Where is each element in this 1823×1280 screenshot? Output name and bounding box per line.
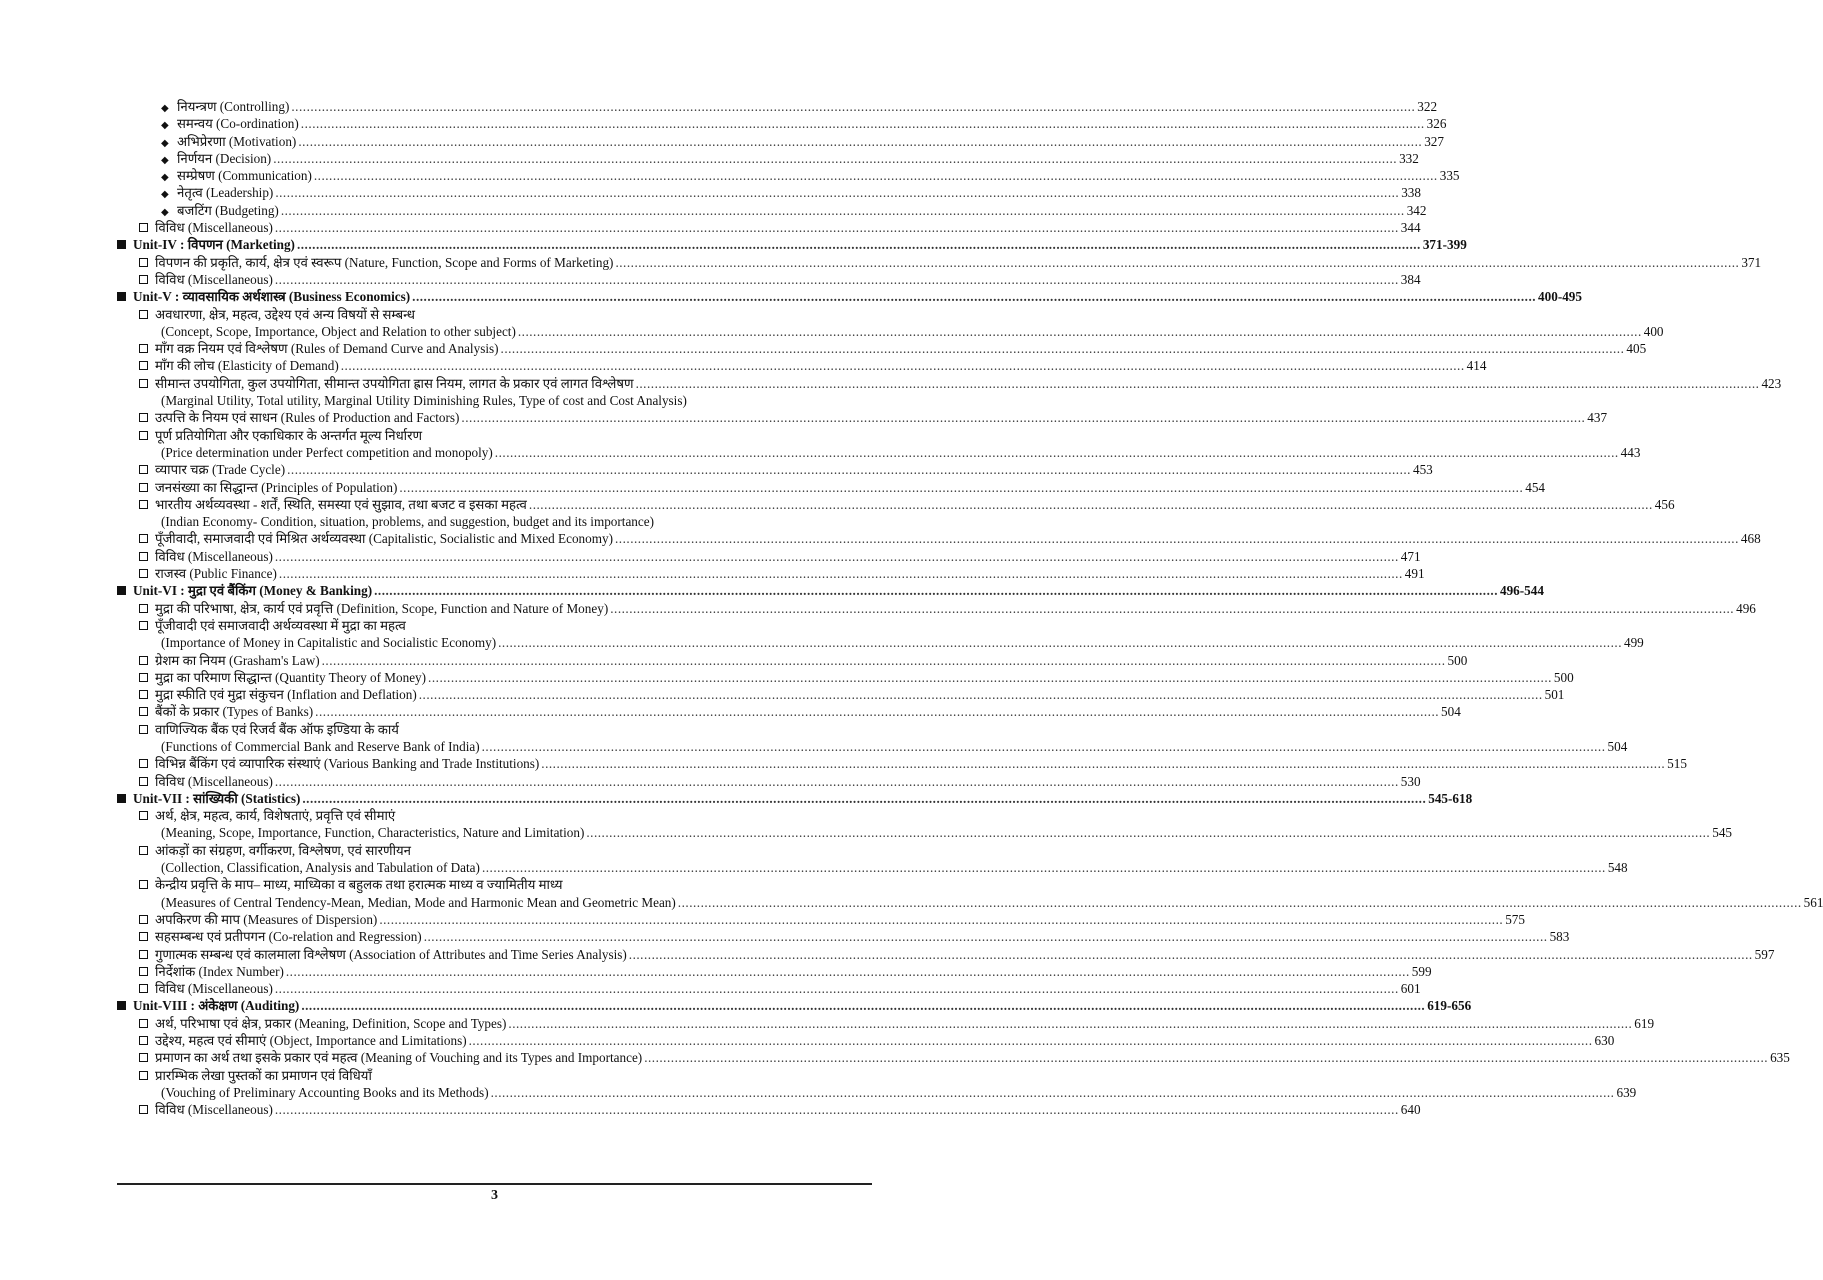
toc-entry bbox=[117, 496, 1675, 513]
toc-page-number: 619-656 bbox=[1427, 998, 1472, 1014]
filled-square-bullet-icon bbox=[117, 586, 126, 595]
toc-entry-title: सीमान्त उपयोगिता, कुल उपयोगिता, सीमान्त उपयोगिता ह्रास नियम, लागत के प्रकार एवं लागत विश्लेषण bbox=[155, 375, 634, 391]
dot-leader bbox=[287, 461, 1411, 478]
dot-leader bbox=[341, 357, 1465, 374]
toc-entry-title: प्रमाणन का अर्थ तथा इसके प्रकार एवं महत्व (Meaning of Vouching and its Types and Importance) bbox=[155, 1050, 643, 1066]
toc-entry bbox=[117, 1067, 872, 1084]
toc-entry-title: विविध (Miscellaneous) bbox=[155, 773, 273, 789]
toc-entry-title: मुद्रा का परिमाण सिद्धान्त (Quantity Theory of Money) bbox=[155, 669, 427, 685]
toc-entry-title: माँग वक्र नियम एवं विश्लेषण (Rules of Demand Curve and Analysis) bbox=[155, 341, 499, 357]
dot-leader bbox=[379, 911, 1503, 928]
toc-unit-heading bbox=[117, 288, 1582, 305]
toc-page-number: 338 bbox=[1401, 185, 1421, 201]
open-square-bullet-icon bbox=[139, 534, 148, 543]
open-square-bullet-icon bbox=[139, 621, 148, 630]
diamond-bullet-icon: ◆ bbox=[161, 154, 169, 166]
dot-leader bbox=[273, 150, 1397, 167]
dot-leader bbox=[501, 340, 1625, 357]
open-square-bullet-icon bbox=[139, 344, 148, 353]
toc-page-number: 504 bbox=[1607, 738, 1628, 754]
toc-entry-title: गुणात्मक सम्बन्ध एवं कालमाला विश्लेषण (Association of Attributes and Time Series Analysis) bbox=[155, 946, 627, 962]
dot-leader bbox=[301, 997, 1425, 1014]
toc-entry bbox=[117, 565, 1425, 582]
toc-page-number: 640 bbox=[1400, 1102, 1421, 1118]
dot-leader bbox=[491, 1084, 1615, 1101]
toc-entry bbox=[117, 306, 872, 323]
dot-leader bbox=[469, 1032, 1593, 1049]
toc-unit-heading bbox=[117, 582, 1544, 599]
diamond-bullet-icon: ◆ bbox=[161, 189, 169, 201]
toc-entry bbox=[117, 755, 1687, 772]
toc-entry-title: विविध (Miscellaneous) bbox=[155, 981, 273, 997]
toc-entry bbox=[117, 773, 1421, 790]
toc-entry bbox=[117, 721, 872, 738]
dot-leader bbox=[314, 167, 1438, 184]
toc-entry bbox=[117, 634, 1644, 651]
dot-leader bbox=[508, 1015, 1632, 1032]
dot-leader bbox=[275, 980, 1399, 997]
open-square-bullet-icon bbox=[139, 1019, 148, 1028]
toc-entry-title: (Functions of Commercial Bank and Reserve Bank of India) bbox=[161, 738, 480, 754]
toc-page-number: 599 bbox=[1411, 963, 1432, 979]
toc-entry-title: विविध (Miscellaneous) bbox=[155, 1102, 273, 1118]
filled-square-bullet-icon bbox=[117, 240, 126, 249]
toc-page-number: 545-618 bbox=[1428, 790, 1473, 806]
toc-entry-title: आंकड़ों का संग्रहण, वर्गीकरण, विश्लेषण, एवं सारणीयन bbox=[155, 842, 411, 858]
toc-page-number: 545 bbox=[1712, 825, 1732, 841]
toc-page-number: 504 bbox=[1441, 704, 1461, 720]
open-square-bullet-icon bbox=[139, 673, 148, 682]
toc-entry-title: वाणिज्यिक बैंक एवं रिजर्व बैंक ऑफ इण्डिया के कार्य bbox=[155, 721, 399, 737]
toc-entry-title: निर्देशांक (Index Number) bbox=[155, 963, 284, 979]
toc-entry bbox=[117, 530, 1761, 547]
toc-page-number: 384 bbox=[1400, 271, 1421, 287]
dot-leader bbox=[281, 202, 1405, 219]
dot-leader bbox=[302, 790, 1426, 807]
toc-entry-title: अर्थ, परिभाषा एवं क्षेत्र, प्रकार (Meaning, Definition, Scope and Types) bbox=[155, 1015, 507, 1031]
toc-entry bbox=[117, 254, 1762, 271]
toc-entry-title: मुद्रा स्फीति एवं मुद्रा संकुचन (Inflation and Deflation) bbox=[155, 687, 417, 703]
toc-page-number: 468 bbox=[1740, 531, 1761, 547]
toc-entry bbox=[117, 1015, 1655, 1032]
toc-entry-title: सहसम्बन्ध एवं प्रतीपगन (Co-relation and Regression) bbox=[155, 929, 422, 945]
toc-unit-heading bbox=[117, 997, 1472, 1014]
toc-entry bbox=[117, 842, 872, 859]
dot-leader bbox=[275, 271, 1399, 288]
toc-entry-title: (Price determination under Perfect competition and monopoly) bbox=[161, 444, 493, 460]
dot-leader bbox=[298, 133, 1422, 150]
open-square-bullet-icon bbox=[139, 656, 148, 665]
toc-entry-title: Unit-VII : सांख्यिकी (Statistics) bbox=[133, 790, 301, 806]
toc-page-number: 423 bbox=[1761, 375, 1782, 391]
toc-entry-title: (Marginal Utility, Total utility, Marginal Utility Diminishing Rules, Type of cost and Cost Analysis) bbox=[161, 393, 687, 409]
open-square-bullet-icon bbox=[139, 1105, 148, 1114]
toc-entry bbox=[117, 444, 1641, 461]
toc-entry bbox=[117, 738, 1628, 755]
toc-page-number: 635 bbox=[1770, 1050, 1790, 1066]
toc-entry bbox=[117, 980, 1421, 997]
dot-leader bbox=[315, 703, 1439, 720]
toc-entry-title: पूँजीवादी एवं समाजवादी अर्थव्यवस्था में मुद्रा का महत्व bbox=[155, 617, 406, 633]
toc-entry-title: माँग की लोच (Elasticity of Demand) bbox=[155, 358, 339, 374]
toc-entry bbox=[117, 876, 872, 893]
toc-entry bbox=[117, 1084, 1637, 1101]
dot-leader bbox=[541, 755, 1665, 772]
toc-page-number: 619 bbox=[1634, 1015, 1655, 1031]
toc-entry bbox=[117, 703, 1461, 720]
diamond-bullet-icon: ◆ bbox=[161, 137, 169, 149]
toc-entry bbox=[117, 669, 1574, 686]
dot-leader bbox=[482, 859, 1606, 876]
toc-entry bbox=[117, 911, 1525, 928]
toc-page-number: 371-399 bbox=[1422, 237, 1467, 253]
diamond-bullet-icon: ◆ bbox=[161, 103, 169, 114]
open-square-bullet-icon bbox=[139, 431, 148, 440]
toc-entry bbox=[117, 1049, 1790, 1066]
dot-leader bbox=[291, 98, 1415, 115]
toc-entry bbox=[117, 894, 1823, 911]
open-square-bullet-icon bbox=[139, 552, 148, 561]
toc-entry bbox=[117, 617, 872, 634]
toc-page-number: 326 bbox=[1426, 116, 1447, 132]
dot-leader bbox=[678, 894, 1802, 911]
footer-rule bbox=[117, 1183, 872, 1185]
toc-page-number: 335 bbox=[1439, 168, 1460, 184]
open-square-bullet-icon bbox=[139, 690, 148, 699]
toc-entry-title: राजस्व (Public Finance) bbox=[155, 566, 277, 582]
dot-leader bbox=[615, 254, 1739, 271]
toc-entry bbox=[117, 392, 872, 409]
dot-leader bbox=[301, 115, 1425, 132]
dot-leader bbox=[482, 738, 1606, 755]
open-square-bullet-icon bbox=[139, 465, 148, 474]
toc-entry bbox=[117, 859, 1628, 876]
dot-leader bbox=[636, 375, 1760, 392]
table-of-contents bbox=[117, 98, 1823, 1119]
filled-square-bullet-icon bbox=[117, 292, 126, 301]
dot-leader bbox=[412, 288, 1536, 305]
open-square-bullet-icon bbox=[139, 500, 148, 509]
dot-leader bbox=[275, 548, 1399, 565]
open-square-bullet-icon bbox=[139, 811, 148, 820]
toc-page-number: 344 bbox=[1400, 220, 1421, 236]
toc-page-number: 332 bbox=[1399, 150, 1419, 166]
toc-page-number: 443 bbox=[1620, 444, 1641, 460]
toc-page-number: 491 bbox=[1404, 566, 1425, 582]
dot-leader bbox=[297, 236, 1421, 253]
open-square-bullet-icon bbox=[139, 1036, 148, 1045]
toc-entry-title: केन्द्रीय प्रवृत्ति के माप– माध्य, माध्यिका व बहुलक तथा हरात्मक माध्य व ज्यामितीय माध्य bbox=[155, 877, 563, 893]
toc-page-number: 575 bbox=[1505, 911, 1525, 927]
toc-entry bbox=[117, 115, 1447, 132]
toc-entry bbox=[117, 340, 1647, 357]
toc-entry-title: Unit-IV : विपणन (Marketing) bbox=[133, 237, 295, 253]
dot-leader bbox=[279, 565, 1403, 582]
toc-entry-title: (Measures of Central Tendency-Mean, Median, Mode and Harmonic Mean and Geometric Mean) bbox=[161, 894, 676, 910]
open-square-bullet-icon bbox=[139, 1071, 148, 1080]
toc-entry bbox=[117, 461, 1433, 478]
open-square-bullet-icon bbox=[139, 379, 148, 388]
open-square-bullet-icon bbox=[139, 483, 148, 492]
toc-entry bbox=[117, 167, 1460, 184]
toc-page-number: 515 bbox=[1667, 756, 1687, 772]
toc-page-number: 405 bbox=[1626, 341, 1647, 357]
toc-entry bbox=[117, 600, 1756, 617]
toc-entry bbox=[117, 548, 1421, 565]
toc-entry bbox=[117, 409, 1608, 426]
toc-entry bbox=[117, 946, 1775, 963]
toc-page-number: 496-544 bbox=[1499, 583, 1544, 599]
toc-page-number: 322 bbox=[1417, 99, 1438, 114]
page-number: 3 bbox=[491, 1188, 498, 1203]
toc-entry bbox=[117, 133, 1444, 150]
open-square-bullet-icon bbox=[139, 604, 148, 613]
toc-page-number: 437 bbox=[1587, 410, 1608, 426]
toc-entry bbox=[117, 1101, 1421, 1118]
toc-page-number: 501 bbox=[1544, 687, 1565, 703]
toc-entry-title: ग्रेशम का नियम (Grasham's Law) bbox=[155, 652, 320, 668]
open-square-bullet-icon bbox=[139, 880, 148, 889]
dot-leader bbox=[424, 928, 1548, 945]
toc-entry bbox=[117, 807, 872, 824]
open-square-bullet-icon bbox=[139, 777, 148, 786]
toc-entry-title: (Meaning, Scope, Importance, Function, Characteristics, Nature and Limitation) bbox=[161, 825, 585, 841]
toc-page-number: 342 bbox=[1406, 202, 1427, 218]
dot-leader bbox=[275, 219, 1399, 236]
toc-page-number: 327 bbox=[1424, 133, 1444, 149]
toc-entry bbox=[117, 150, 1419, 167]
toc-entry bbox=[117, 184, 1421, 201]
toc-page-number: 630 bbox=[1594, 1033, 1615, 1049]
toc-entry bbox=[117, 963, 1432, 980]
toc-entry-title: विभिन्न बैंकिंग एवं व्यापारिक संस्थाएं (Various Banking and Trade Institutions) bbox=[155, 756, 540, 772]
diamond-bullet-icon: ◆ bbox=[161, 206, 169, 218]
toc-entry bbox=[117, 375, 1782, 392]
open-square-bullet-icon bbox=[139, 915, 148, 924]
dot-leader bbox=[322, 652, 1446, 669]
open-square-bullet-icon bbox=[139, 275, 148, 284]
dot-leader bbox=[629, 946, 1753, 963]
toc-entry-title: (Concept, Scope, Importance, Object and Relation to other subject) bbox=[161, 323, 516, 339]
toc-page-number: 496 bbox=[1736, 600, 1756, 616]
dot-leader bbox=[286, 963, 1410, 980]
toc-entry bbox=[117, 479, 1546, 496]
open-square-bullet-icon bbox=[139, 569, 148, 578]
open-square-bullet-icon bbox=[139, 223, 148, 232]
toc-entry-title: बैंकों के प्रकार (Types of Banks) bbox=[155, 704, 314, 720]
dot-leader bbox=[419, 686, 1543, 703]
toc-entry-title: (Indian Economy- Condition, situation, problems, and suggestion, budget and its importance) bbox=[161, 514, 654, 530]
open-square-bullet-icon bbox=[139, 967, 148, 976]
toc-page-number: 371 bbox=[1741, 254, 1762, 270]
toc-entry bbox=[117, 652, 1468, 669]
toc-entry-title: जनसंख्या का सिद्धान्त (Principles of Population) bbox=[155, 479, 398, 495]
diamond-bullet-icon: ◆ bbox=[161, 172, 169, 184]
dot-leader bbox=[518, 323, 1642, 340]
open-square-bullet-icon bbox=[139, 950, 148, 959]
dot-leader bbox=[275, 184, 1399, 201]
toc-entry-title: विविध (Miscellaneous) bbox=[155, 271, 273, 287]
open-square-bullet-icon bbox=[139, 846, 148, 855]
toc-entry bbox=[117, 686, 1565, 703]
toc-entry-title: अपकिरण की माप (Measures of Dispersion) bbox=[155, 911, 378, 927]
toc-page-number: 500 bbox=[1447, 652, 1468, 668]
toc-entry-title: विविध (Miscellaneous) bbox=[155, 548, 273, 564]
toc-entry bbox=[117, 427, 872, 444]
open-square-bullet-icon bbox=[139, 725, 148, 734]
toc-entry-title: निर्णयन (Decision) bbox=[177, 150, 272, 166]
toc-entry-title: उद्देश्य, महत्व एवं सीमाएं (Object, Importance and Limitations) bbox=[155, 1033, 467, 1049]
toc-entry-title: Unit-VI : मुद्रा एवं बैंकिंग (Money & Banking) bbox=[133, 583, 373, 599]
dot-leader bbox=[374, 582, 1498, 599]
toc-entry-title: बजटिंग (Budgeting) bbox=[177, 202, 279, 218]
dot-leader bbox=[586, 824, 1710, 841]
open-square-bullet-icon bbox=[139, 413, 148, 422]
toc-entry bbox=[117, 323, 1664, 340]
toc-entry-title: विपणन की प्रकृति, कार्य, क्षेत्र एवं स्वरूप (Nature, Function, Scope and Forms of Marketing) bbox=[155, 254, 614, 270]
toc-entry-title: पूँजीवादी, समाजवादी एवं मिश्रित अर्थव्यवस्था (Capitalistic, Socialistic and Mixed Economy) bbox=[155, 531, 613, 547]
toc-page-number: 456 bbox=[1654, 496, 1675, 512]
open-square-bullet-icon bbox=[139, 1053, 148, 1062]
filled-square-bullet-icon bbox=[117, 794, 126, 803]
toc-page-number: 471 bbox=[1400, 548, 1421, 564]
toc-entry-title: अभिप्रेरणा (Motivation) bbox=[177, 133, 297, 149]
diamond-bullet-icon: ◆ bbox=[161, 120, 169, 132]
toc-page-number: 499 bbox=[1623, 635, 1644, 651]
dot-leader bbox=[498, 634, 1622, 651]
toc-page-number: 561 bbox=[1803, 894, 1823, 910]
open-square-bullet-icon bbox=[139, 310, 148, 319]
toc-page-number: 400-495 bbox=[1538, 289, 1582, 305]
toc-entry-title: (Vouching of Preliminary Accounting Books and its Methods) bbox=[161, 1084, 489, 1100]
toc-entry bbox=[117, 1032, 1615, 1049]
toc-entry-title: उत्पत्ति के नियम एवं साधन (Rules of Production and Factors) bbox=[155, 410, 460, 426]
dot-leader bbox=[495, 444, 1619, 461]
toc-entry-title: (Collection, Classification, Analysis and Tabulation of Data) bbox=[161, 860, 480, 876]
toc-entry-title: प्रारम्भिक लेखा पुस्तकों का प्रमाणन एवं विधियाँ bbox=[155, 1067, 372, 1083]
toc-unit-heading bbox=[117, 236, 1467, 253]
toc-entry bbox=[117, 357, 1487, 374]
toc-entry-title: भारतीय अर्थव्यवस्था - शर्तें, स्थिति, समस्या एवं सुझाव, तथा बजट व इसका महत्व bbox=[155, 496, 527, 512]
open-square-bullet-icon bbox=[139, 759, 148, 768]
toc-page-number: 500 bbox=[1553, 669, 1574, 685]
dot-leader bbox=[529, 496, 1653, 513]
dot-leader bbox=[275, 773, 1399, 790]
dot-leader bbox=[428, 669, 1552, 686]
toc-entry bbox=[117, 513, 872, 530]
toc-entry bbox=[117, 219, 1421, 236]
toc-page-number: 453 bbox=[1412, 462, 1433, 478]
toc-page-number: 548 bbox=[1607, 860, 1628, 876]
toc-page-number: 597 bbox=[1754, 946, 1775, 962]
toc-entry bbox=[117, 98, 1438, 115]
dot-leader bbox=[615, 530, 1739, 547]
toc-page-number: 583 bbox=[1549, 929, 1570, 945]
open-square-bullet-icon bbox=[139, 932, 148, 941]
open-square-bullet-icon bbox=[139, 258, 148, 267]
toc-page-number: 639 bbox=[1616, 1084, 1637, 1100]
open-square-bullet-icon bbox=[139, 707, 148, 716]
toc-entry-title: (Importance of Money in Capitalistic and Socialistic Economy) bbox=[161, 635, 497, 651]
toc-entry-title: व्यापार चक्र (Trade Cycle) bbox=[155, 462, 286, 478]
toc-entry-title: समन्वय (Co-ordination) bbox=[177, 116, 299, 132]
dot-leader bbox=[610, 600, 1734, 617]
dot-leader bbox=[644, 1049, 1768, 1066]
toc-entry-title: अवधारणा, क्षेत्र, महत्व, उद्देश्य एवं अन्य विषयों से सम्बन्ध bbox=[155, 306, 415, 322]
toc-page-number: 454 bbox=[1525, 479, 1546, 495]
toc-entry-title: सम्प्रेषण (Communication) bbox=[177, 168, 312, 184]
toc-entry bbox=[117, 271, 1421, 288]
toc-page-number: 601 bbox=[1400, 981, 1421, 997]
toc-entry-title: पूर्ण प्रतियोगिता और एकाधिकार के अन्तर्गत मूल्य निर्धारण bbox=[155, 427, 423, 443]
dot-leader bbox=[461, 409, 1585, 426]
toc-entry bbox=[117, 202, 1427, 219]
toc-unit-heading bbox=[117, 790, 1473, 807]
toc-page-number: 400 bbox=[1643, 323, 1664, 339]
open-square-bullet-icon bbox=[139, 361, 148, 370]
toc-entry-title: अर्थ, क्षेत्र, महत्व, कार्य, विशेषताएं, प्रवृत्ति एवं सीमाएं bbox=[155, 808, 396, 824]
toc-entry-title: नेतृत्व (Leadership) bbox=[177, 185, 274, 201]
filled-square-bullet-icon bbox=[117, 1001, 126, 1010]
toc-entry-title: Unit-V : व्यावसायिक अर्थशास्त्र (Business Economics) bbox=[133, 289, 411, 305]
toc-entry-title: मुद्रा की परिभाषा, क्षेत्र, कार्य एवं प्रवृत्ति (Definition, Scope, Function and Nature of Money) bbox=[155, 600, 609, 616]
open-square-bullet-icon bbox=[139, 984, 148, 993]
toc-entry bbox=[117, 928, 1570, 945]
dot-leader bbox=[399, 479, 1523, 496]
toc-entry-title: नियन्त्रण (Controlling) bbox=[177, 99, 290, 114]
toc-page-number: 530 bbox=[1400, 773, 1421, 789]
toc-entry-title: Unit-VIII : अंकेक्षण (Auditing) bbox=[133, 998, 300, 1014]
dot-leader bbox=[275, 1101, 1399, 1118]
toc-entry-title: विविध (Miscellaneous) bbox=[155, 220, 273, 236]
toc-entry bbox=[117, 824, 1732, 841]
toc-page-number: 414 bbox=[1466, 358, 1487, 374]
